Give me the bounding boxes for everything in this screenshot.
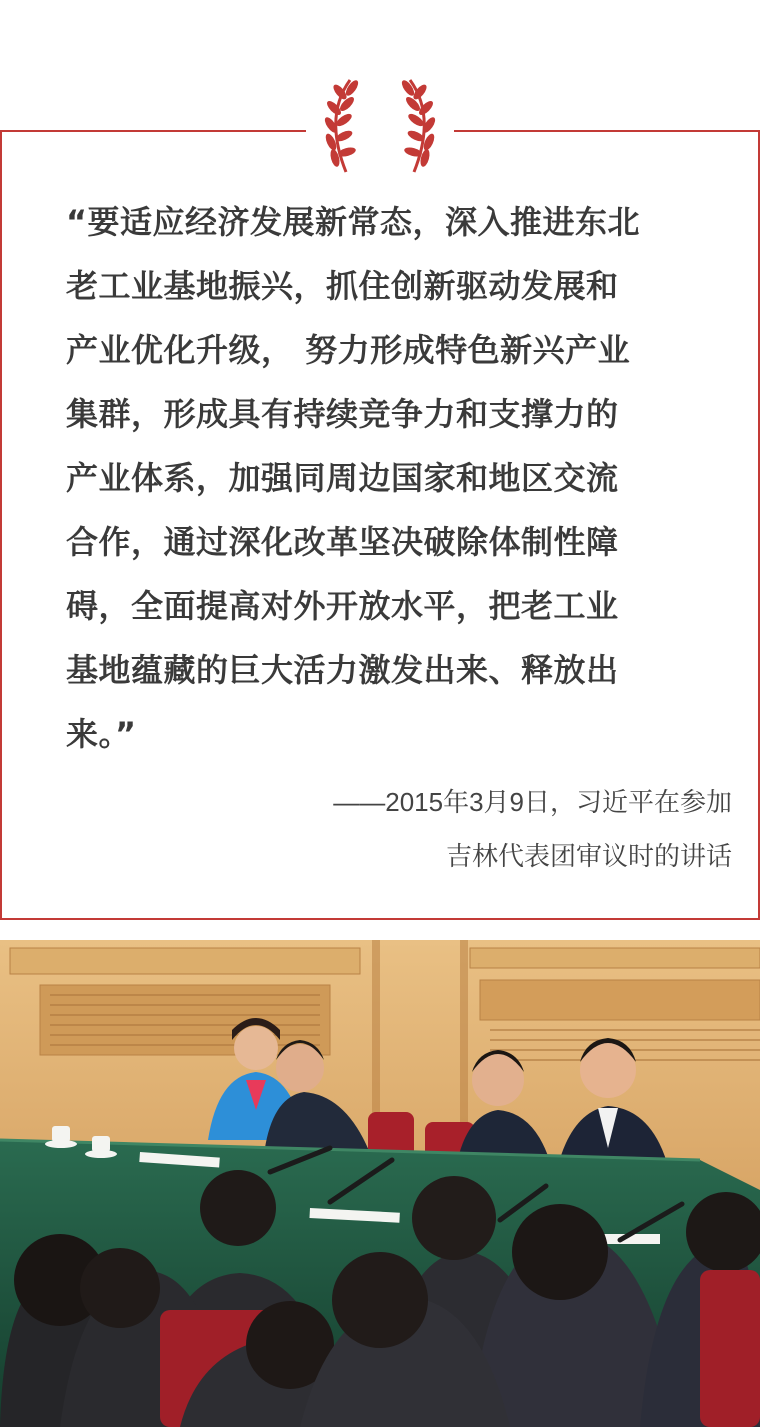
quote-line: 产业体系，加强同周边国家和地区交流 — [66, 459, 619, 497]
meeting-photo — [0, 940, 760, 1427]
quote-line: 碍，全面提高对外开放水平，把老工业 — [66, 587, 619, 625]
quote-line: 集群，形成具有持续竞争力和支撑力的 — [66, 395, 619, 433]
quote-line: 基地蕴藏的巨大活力激发出来、释放出 — [66, 651, 619, 689]
attribution-date-line: ——2015年3月9日，习近平在参加 — [333, 787, 732, 817]
quote-line: 来。” — [66, 715, 137, 753]
quote-line: “要适应经济发展新常态，深入推进东北 — [66, 203, 641, 241]
laurel-icon — [312, 72, 448, 180]
quote-attribution — [212, 775, 732, 883]
quote-line: 产业优化升级， 努力形成特色新兴产业 — [66, 331, 631, 369]
quote-line: 合作，通过深化改革坚决破除体制性障 — [66, 523, 619, 561]
quote-line: 老工业基地振兴，抓住创新驱动发展和 — [66, 267, 619, 305]
quote-text — [66, 190, 702, 766]
attribution-event-line: 吉林代表团审议时的讲话 — [445, 841, 732, 871]
